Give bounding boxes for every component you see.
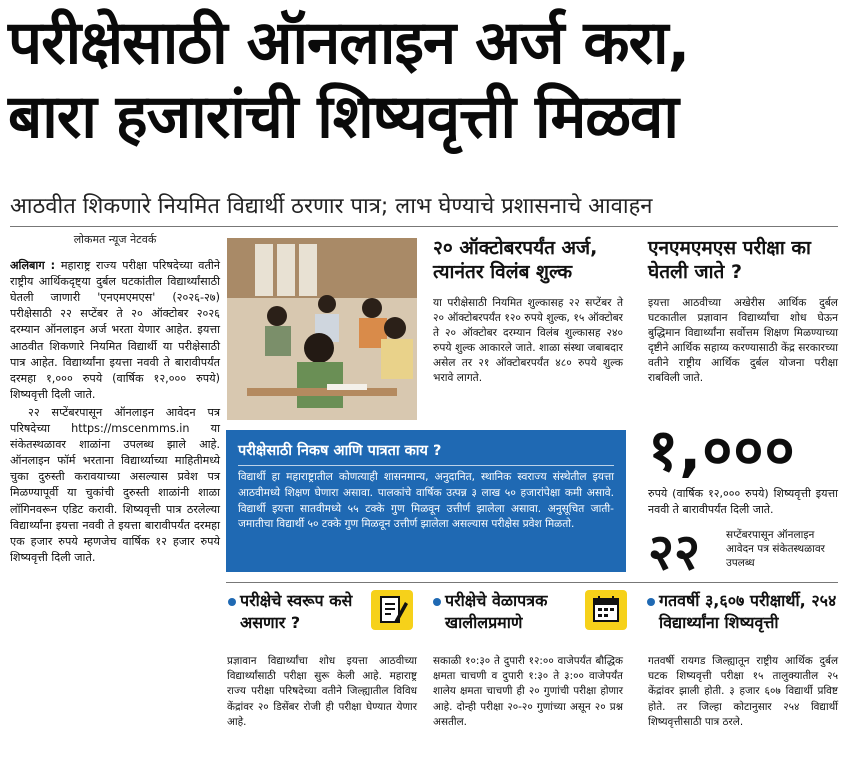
why-exam-body: इयत्ता आठवीच्या अखेरीस आर्थिक दुर्बल घटकातील प्रज्ञावान विद्यार्थ्यांचा शोध घेऊन बुद्धिमान विद्यार्थ्यांना सर्वोत्तम शिक्षण मिळण्याच्या दृष्टीने आर्थिक सहाय्य करण्यासाठी केंद्र सरकारच्या वतीने राष्ट्रीय आर्थिक दुर्बल योजना परीक्षा राबविली जाते. xyxy=(648,297,838,384)
last-year-story-body: गतवर्षी रायगड जिल्ह्यातून राष्ट्रीय आर्थिक दुर्बल घटक शिष्यवृत्ती परीक्षा १५ तालुक्यातील २५ केंद्रांवर झाली होती. ३ हजार ६०७ विद्यार्थी प्रविष्ट होते. तर जिल्हा कोटानुसार २५४ विद्यार्थी शिष्यवृत्तीसाठी पात्र ठरले. xyxy=(648,655,838,728)
eligibility-body: विद्यार्थी हा महाराष्ट्रातील कोणत्याही शासनमान्य, अनुदानित, स्थानिक स्वराज्य संस्थेतील इयत्ता आठवीमध्ये शिक्षण घेणारा असावा. पालकांचे वार्षिक उत्पन्न ३ लाख ५० हजारांपेक्षा कमी असावे. विद्यार्थी इयत्ता सातवीमध्ये ५५ टक्के गुण मिळवून उत्तीर्ण झालेला असावा. अनुसूचित जाती-जमातीचा विद्यार्थी ५० टक्के गुण मिळवून उत्तीर्ण झालेला असल्यास परीक्षेस प्रवेश मिळतो. xyxy=(238,471,614,531)
fee-story xyxy=(433,236,623,386)
eligibility-question: परीक्षेसाठी निकष आणि पात्रता काय ? xyxy=(238,440,614,466)
calendar-icon xyxy=(585,590,627,630)
format-story-body: प्रज्ञावान विद्यार्थ्यांचा शोध इयत्ता आठवीच्या विद्यार्थ्यांसाठी परीक्षा सुरू केली आहे. महाराष्ट्र राज्य परीक्षा परिषदेच्या वतीने जिल्ह्यातील विविध केंद्रांवर २० डिसेंबर रोजी ही परीक्षा घेण्यात येणार आहे. xyxy=(227,655,417,728)
schedule-story-headline: परीक्षेचे वेळापत्रक खालीलप्रमाणे xyxy=(445,591,548,632)
headline xyxy=(8,6,838,154)
pencil-paper-icon xyxy=(371,590,413,630)
article-paragraph-1: महाराष्ट्र राज्य परीक्षा परिषदेच्या वतीने राष्ट्रीय आर्थिकदृष्ट्या दुर्बल घटकांतील विद्यार्थ्यांसाठी घेतली जाणारी 'एनएमएमएस' (२०२६-२७) परीक्षेसाठी २२ सप्टेंबर ते २० ऑक्टोबर २०२६ दरम्यान ऑनलाइन अर्ज भरता येणार आहेत. इयत्ता आठवीत शिकणारे नियमित विद्यार्थी या परीक्षेसाठी पात्र आहेत. विद्यार्थ्यांना इयत्ता नववी ते बारावीपर्यंत दरमहा १,००० रुपये (वार्षिक १२,००० रुपये) शिष्यवृत्ती दिली जाते. xyxy=(10,259,221,401)
why-exam-story xyxy=(648,236,838,386)
students-exam-photo xyxy=(227,238,417,420)
headline-line-2: बारा हजारांची शिष्यवृत्ती मिळवा xyxy=(8,82,678,152)
bullet-dot xyxy=(433,598,441,606)
article-paragraph-2: २२ सप्टेंबरपासून ऑनलाइन आवेदन पत्र परिषदेच्या https://mscenmms.in या संकेतस्थळावर शाळांना उपलब्ध झाले आहे. ऑनलाइन फॉर्म भरताना विद्यार्थ्याच्या माहितीमध्ये चुका दुरुस्ती करावयाच्या असल्यास प्रवेश पत्र मिळण्यापूर्वी या चुकांची दुरुस्ती शाळांनी शाळा लॉगिनवरून एडिट करावी. शिष्यवृत्ती पात्र ठरलेल्या विद्यार्थ्यांना इयत्ता नववी ते इयत्ता बारावीपर्यंत दरमहा एक हजार रुपये म्हणजेच वार्षिक १२ हजार रुपये शिष्यवृत्ती दिली जाते. xyxy=(10,405,220,564)
fee-story-body: या परीक्षेसाठी नियमित शुल्कासह २२ सप्टेंबर ते २० ऑक्टोबरपर्यंत १२० रुपये शुल्क, १५ ऑक्टोबर ते २० ऑक्टोबर दरम्यान विलंब शुल्कासह २४० रुपये शुल्क आकारले जाते. शाळा संस्था जबाबदार असेल तर २१ ऑक्टोबरपर्यंत ४८० रुपये शुल्क भरावे लागते. xyxy=(433,297,623,384)
schedule-story-body: सकाळी १०:३० ते दुपारी १२:०० वाजेपर्यंत बौद्धिक क्षमता चाचणी व दुपारी १:३० ते ३:०० वाजेपर्यंत शालेय क्षमता चाचणी ही २० गुणांची परीक्षा होणार आहे. दोन्ही परीक्षा २०-२० गुणांच्या असून २० प्रश्न असतील. xyxy=(433,655,623,728)
byline: लोकमत न्यूज नेटवर्क xyxy=(73,233,157,246)
why-exam-headline: एनएमएमएस परीक्षा का घेतली जाते ? xyxy=(648,237,811,283)
stat-1000 xyxy=(648,416,838,518)
fee-story-headline: २० ऑक्टोबरपर्यंत अर्ज, त्यानंतर विलंब शुल्क xyxy=(433,237,598,283)
stat-1000-number: १,००० xyxy=(648,416,796,484)
bullet-dot xyxy=(228,598,236,606)
divider xyxy=(10,226,838,227)
stat-1000-caption: रुपये (वार्षिक १२,००० रुपये) शिष्यवृत्ती इयत्ता नववी ते बारावीपर्यंत दिली जाते. xyxy=(648,487,838,516)
dateline: अलिबाग : xyxy=(10,259,56,273)
headline-line-1: परीक्षेसाठी ऑनलाइन अर्ज करा, xyxy=(8,8,690,78)
divider xyxy=(226,582,838,583)
format-story-headline: परीक्षेचे स्वरूप कसे असणार ? xyxy=(240,591,353,632)
bullet-dot xyxy=(647,598,655,606)
stat-22-number: २२ xyxy=(648,523,700,581)
last-year-story-headline: गतवर्षी ३,६०७ परीक्षार्थी, २५४ विद्यार्थ्यांना शिष्यवृत्ती xyxy=(659,591,837,632)
stat-22-caption: सप्टेंबरपासून ऑनलाइन आवेदन पत्र संकेतस्थळावर उपलब्ध xyxy=(726,529,825,569)
eligibility-box xyxy=(226,430,626,572)
left-column-article xyxy=(10,232,220,568)
subheadline: आठवीत शिकणारे नियमित विद्यार्थी ठरणार पात्र; लाभ घेण्याचे प्रशासनाचे आवाहन xyxy=(10,194,653,219)
